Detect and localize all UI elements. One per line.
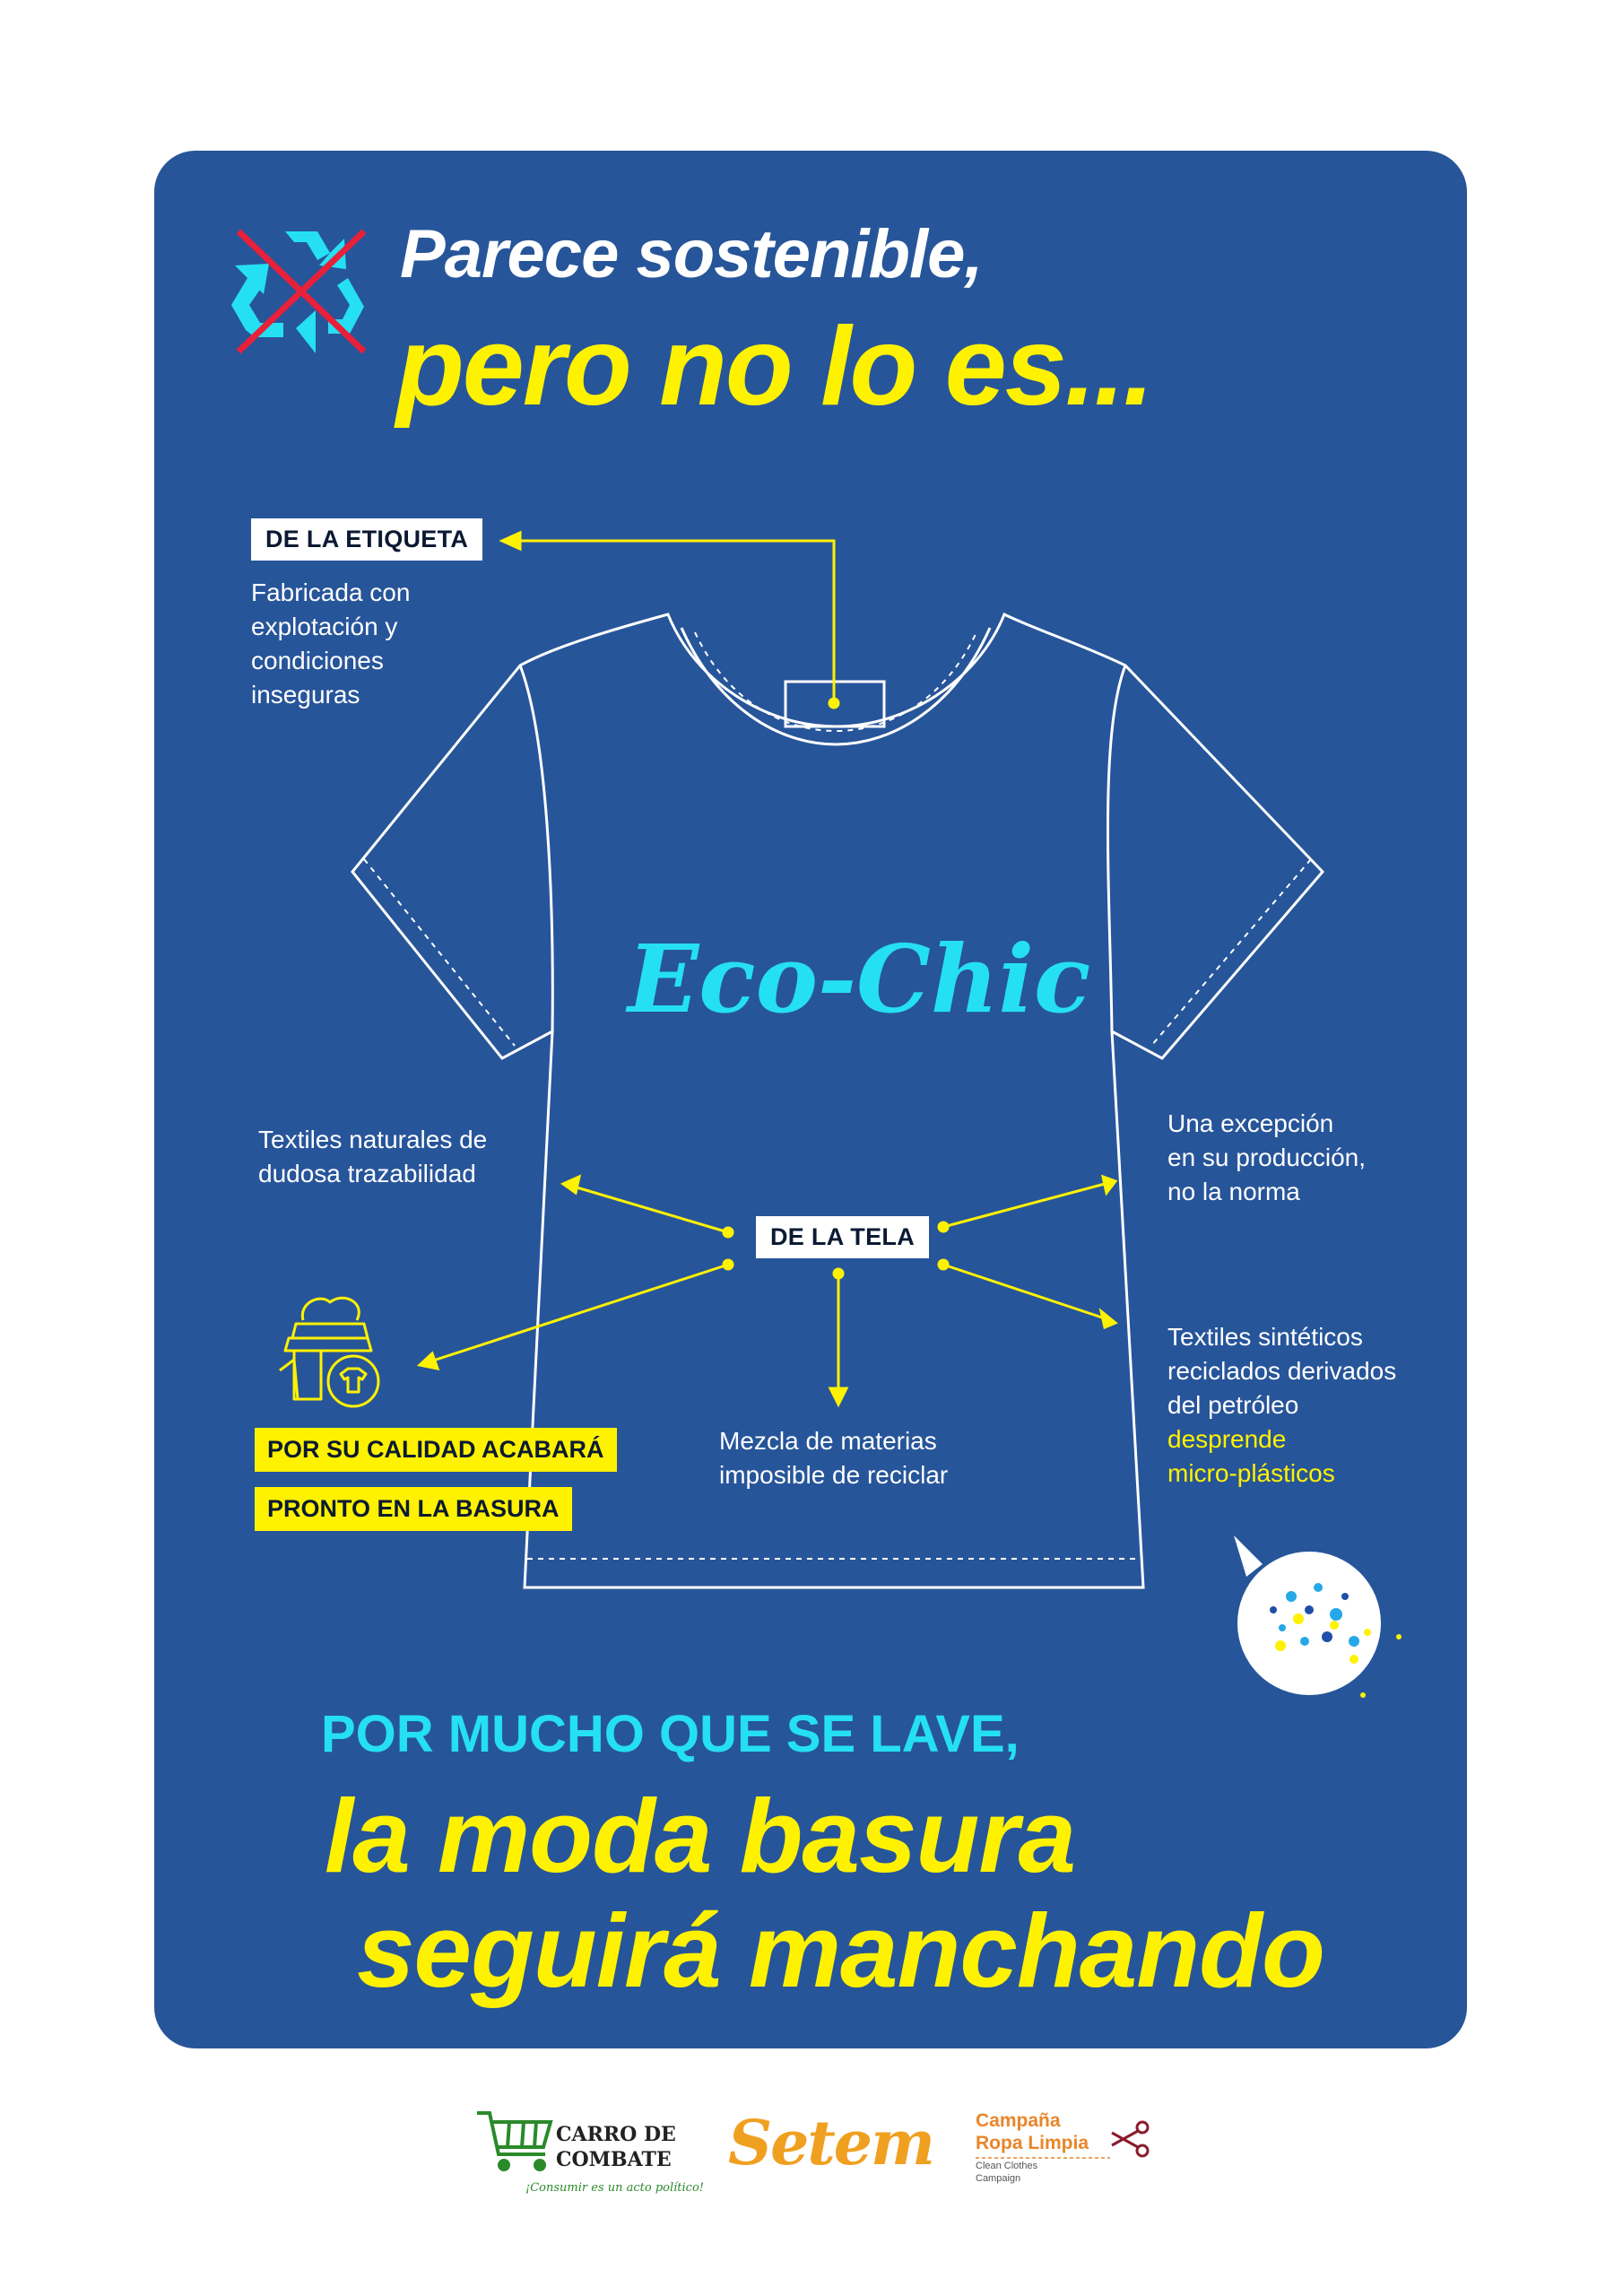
shirt-brand: Eco-Chic xyxy=(628,924,1091,1034)
clothes-pile-icon xyxy=(267,1284,393,1410)
tela-bottom-line: Mezcla de materias xyxy=(719,1427,937,1455)
ropa-limpia-logo xyxy=(976,2109,1155,2208)
tela-left-top-line: Textiles naturales de xyxy=(258,1126,488,1153)
setem-logo: Setem xyxy=(728,2108,933,2179)
ropa-limpia-line: Campaña xyxy=(976,2110,1061,2131)
footer-heading-line-2: la moda basura xyxy=(325,1778,1075,1894)
ropa-limpia-sub-line: Campaign xyxy=(976,2173,1021,2184)
microplastics-bubble-icon xyxy=(1219,1525,1408,1704)
tela-right-top-line: no la norma xyxy=(1167,1178,1300,1205)
footer-heading-line-3: seguirá manchando xyxy=(357,1892,1324,2009)
tela-right-bottom-line: Textiles sintéticos xyxy=(1167,1323,1363,1351)
shopping-cart-icon xyxy=(473,2104,554,2176)
tela-right-top-line: Una excepción xyxy=(1167,1109,1334,1137)
tela-right-bottom xyxy=(1167,1320,1396,1491)
ropa-limpia-name xyxy=(976,2109,1089,2154)
etiqueta-desc-line: condiciones xyxy=(251,647,384,674)
carro-de-combate-logo xyxy=(473,2099,705,2197)
quality-tag-1: POR SU CALIDAD ACABARÁ xyxy=(255,1428,617,1472)
carro-name-line: CARRO DE xyxy=(556,2123,676,2146)
tela-tag: DE LA TELA xyxy=(756,1216,929,1258)
carro-name-line: COMBATE xyxy=(556,2148,672,2171)
tela-left-top-line: dudosa trazabilidad xyxy=(258,1160,476,1187)
footer-heading-line-1: POR MUCHO QUE SE LAVE, xyxy=(321,1705,1020,1763)
ropa-limpia-sub-line: Clean Clothes xyxy=(976,2161,1038,2171)
etiqueta-desc-line: explotación y xyxy=(251,613,398,640)
carro-name xyxy=(556,2122,676,2172)
tela-right-bottom-highlight: desprende xyxy=(1167,1425,1287,1453)
etiqueta-desc-line: inseguras xyxy=(251,681,360,709)
tela-bottom xyxy=(719,1424,948,1492)
ropa-limpia-sub xyxy=(976,2160,1037,2185)
tela-right-top-line: en su producción, xyxy=(1167,1144,1367,1171)
heading-line-1: Parece sostenible, xyxy=(400,216,983,292)
etiqueta-desc-line: Fabricada con xyxy=(251,578,411,606)
tela-left-top xyxy=(258,1123,487,1191)
scissors-icon xyxy=(1108,2118,1153,2160)
tela-right-bottom-line: reciclados derivados xyxy=(1167,1357,1397,1385)
ropa-limpia-line: Ropa Limpia xyxy=(976,2133,1089,2153)
tela-right-bottom-highlight: micro-plásticos xyxy=(1167,1459,1335,1487)
carro-tagline: ¡Consumir es un acto político! xyxy=(525,2181,705,2195)
etiqueta-tag: DE LA ETIQUETA xyxy=(251,518,482,561)
tela-bottom-line: imposible de reciclar xyxy=(719,1461,949,1489)
heading-line-2: pero no lo es... xyxy=(396,305,1153,429)
tela-right-top xyxy=(1167,1107,1366,1209)
etiqueta-description xyxy=(251,576,410,712)
quality-tag-2: PRONTO EN LA BASURA xyxy=(255,1487,572,1531)
tela-right-bottom-line: del petróleo xyxy=(1167,1391,1299,1419)
